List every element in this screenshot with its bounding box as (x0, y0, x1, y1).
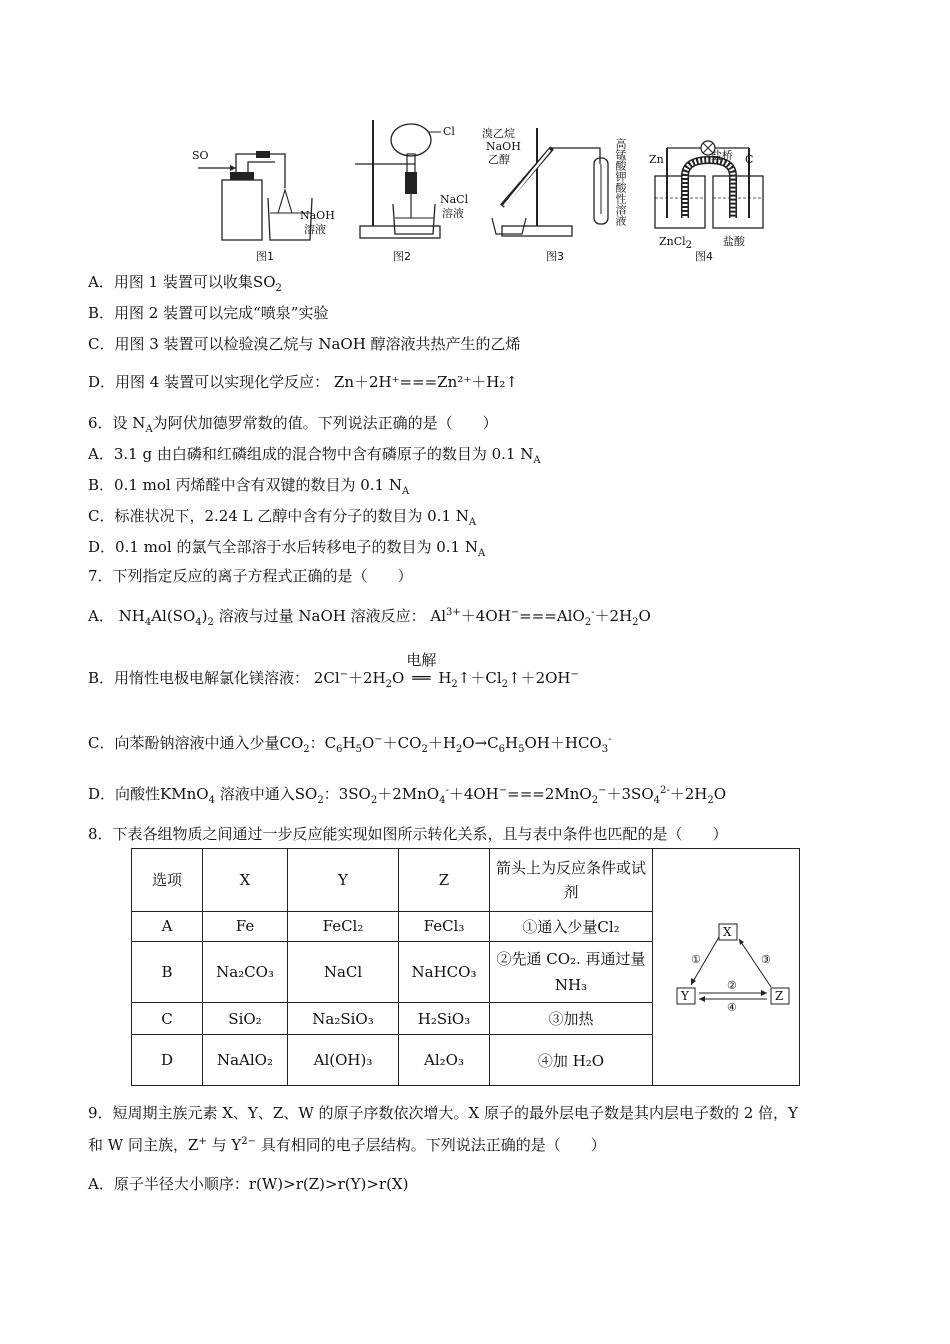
fig1-gas-label: SO (192, 149, 209, 162)
q8-header-x: X (203, 849, 288, 912)
q8-diagram-y: Y (681, 989, 689, 1003)
q7-b-condition: 电解 (406, 651, 437, 669)
q8-diagram-cell (653, 849, 800, 1086)
fig4-electrode-left: Zn (649, 153, 664, 166)
q8-cell-cond: ①通入少量Cl₂ (490, 911, 653, 941)
fig2-solution-label-2: 溶液 (442, 207, 464, 220)
fig1-caption: 图1 (256, 250, 274, 263)
fig2-caption: 图2 (393, 250, 411, 263)
q7-option-a: A． $NH_4Al(SO_4)_2$ 溶液与过量 NaOH 溶液反应： $Al^{3+}+4OH^-===AlO_2^-+2H_2O$ (88, 607, 651, 628)
q7-option-d: D．向酸性KMnO$_4$ 溶液中通入$SO_2$：$3SO_2+2MnO_4^-+4OH^-===2MnO_2^-+3SO_4^{2-}+2H_2O$ (88, 785, 727, 806)
q5-option-d: D．用图 4 装置可以实现化学反应： Zn＋2H⁺===Zn²⁺＋H₂↑ (88, 373, 518, 391)
q5-option-b: B．用图 2 装置可以完成“喷泉”实验 (88, 304, 329, 322)
q8-cell-y: Al(OH)₃ (288, 1035, 399, 1086)
q8-header-option: 选项 (132, 849, 203, 912)
q8-cell-opt: D (132, 1035, 203, 1086)
fig3-side-label: 高锰酸钾酸性溶液 (614, 138, 627, 226)
q8-cell-z: NaHCO₃ (399, 942, 490, 1003)
q8-header-z: Z (399, 849, 490, 912)
q7-option-b: B．用惰性电极电解氯化镁溶液： $2Cl^-+2H_2O$ 电解 ══ $H_2↑+Cl_2↑+2OH^-$ (88, 651, 579, 690)
q6-option-b: B．0.1 mol 丙烯醛中含有双键的数目为 0.1 $N_A$ (88, 476, 410, 497)
fig3-reagent-1: 溴乙烷 (482, 127, 515, 140)
q8-cell-x: Fe (203, 911, 288, 941)
q8-diagram-z: Z (775, 989, 784, 1003)
q8-cell-x: NaAlO₂ (203, 1035, 288, 1086)
q8-cell-y: Na₂SiO₃ (288, 1002, 399, 1034)
q8-cell-z: Al₂O₃ (399, 1035, 490, 1086)
fig4-solution-right: 盐酸 (723, 235, 745, 248)
q8-cell-cond: ③加热 (490, 1002, 653, 1034)
q8-diagram-arrow-2: ② (727, 979, 737, 992)
fig1-solution-label-2: 溶液 (304, 223, 326, 236)
q8-cell-z: FeCl₃ (399, 911, 490, 941)
q6-option-a: A．3.1 g 由白磷和红磷组成的混合物中含有磷原子的数目为 0.1 $N_A$ (88, 445, 541, 466)
q8-table (131, 848, 800, 1086)
fig4-caption: 图4 (695, 250, 713, 263)
q8-header-y: Y (288, 849, 399, 912)
figure-2 (345, 118, 475, 263)
figure-1 (190, 118, 340, 263)
q8-cell-y: NaCl (288, 942, 399, 1003)
fig4-electrode-right: C (745, 153, 754, 166)
q8-diagram-arrow-1: ① (691, 953, 701, 966)
fig3-reagent-2: NaOH (486, 140, 521, 153)
q8-cell-cond: ②先通 CO₂. 再通过量 NH₃ (490, 942, 653, 1003)
q9-stem-line2: 和 W 同主族，Z+ 与 $Y^{2-}$ 具有相同的电子层结构。下列说法正确的是（ ） (88, 1136, 606, 1154)
q6-option-d: D．0.1 mol 的氯气全部溶于水后转移电子的数目为 0.1 $N_A$ (88, 538, 486, 559)
q8-cell-opt: B (132, 942, 203, 1003)
q8-stem: 8．下表各组物质之间通过一步反应能实现如图所示转化关系，且与表中条件也匹配的是（ ） (88, 825, 728, 843)
q8-cell-x: SiO₂ (203, 1002, 288, 1034)
q8-cell-y: FeCl₂ (288, 911, 399, 941)
q9-option-a: A．原子半径大小顺序：r(W)>r(Z)>r(Y)>r(X) (88, 1175, 409, 1193)
q7-option-c: C．向苯酚钠溶液中通入少量$CO_2$：$C_6H_5O^-+CO_2+H_2O\to C_6H_5OH+HCO_3^-$ (88, 734, 612, 755)
q8-diagram-arrow-4: ④ (727, 1001, 737, 1014)
q8-header-condition: 箭头上为反应条件或试剂 (490, 849, 653, 912)
q6-stem: 6．设 $N_A$为阿伏加德罗常数的值。下列说法正确的是（ ） (88, 414, 498, 435)
fig4-solution-left: ZnCl$_2$ (659, 235, 693, 252)
fig3-reagent-3: 乙醇 (488, 153, 510, 166)
q8-cell-opt: A (132, 911, 203, 941)
q8-diagram-arrow-3: ③ (761, 953, 771, 966)
fig3-caption: 图3 (546, 250, 564, 263)
q5-option-a: A．用图 1 装置可以收集$SO_2$ (88, 273, 282, 294)
q8-cell-opt: C (132, 1002, 203, 1034)
fig2-solution-label-1: NaCl (440, 193, 469, 206)
figure-3 (482, 118, 632, 263)
q8-cell-cond: ④加 H₂O (490, 1035, 653, 1086)
q7-stem: 7．下列指定反应的离子方程式正确的是（ ） (88, 567, 413, 585)
fig4-bridge: 盐桥 (711, 149, 733, 162)
q6-option-c: C．标准状况下，2.24 L 乙醇中含有分子的数目为 0.1 $N_A$ (88, 507, 477, 528)
q5-option-c: C．用图 3 装置可以检验溴乙烷与 NaOH 醇溶液共热产生的乙烯 (88, 335, 521, 353)
figure-4 (645, 118, 770, 263)
q8-cell-z: H₂SiO₃ (399, 1002, 490, 1034)
fig1-solution-label-1: NaOH (300, 209, 335, 222)
q9-stem-line1: 9．短周期主族元素 X、Y、Z、W 的原子序数依次增大。X 原子的最外层电子数是其内层电子数的 2 倍，Y (88, 1104, 798, 1122)
fig2-gas-label: Cl (443, 125, 455, 138)
q8-diagram-x: X (723, 925, 732, 939)
q8-cell-x: Na₂CO₃ (203, 942, 288, 1003)
